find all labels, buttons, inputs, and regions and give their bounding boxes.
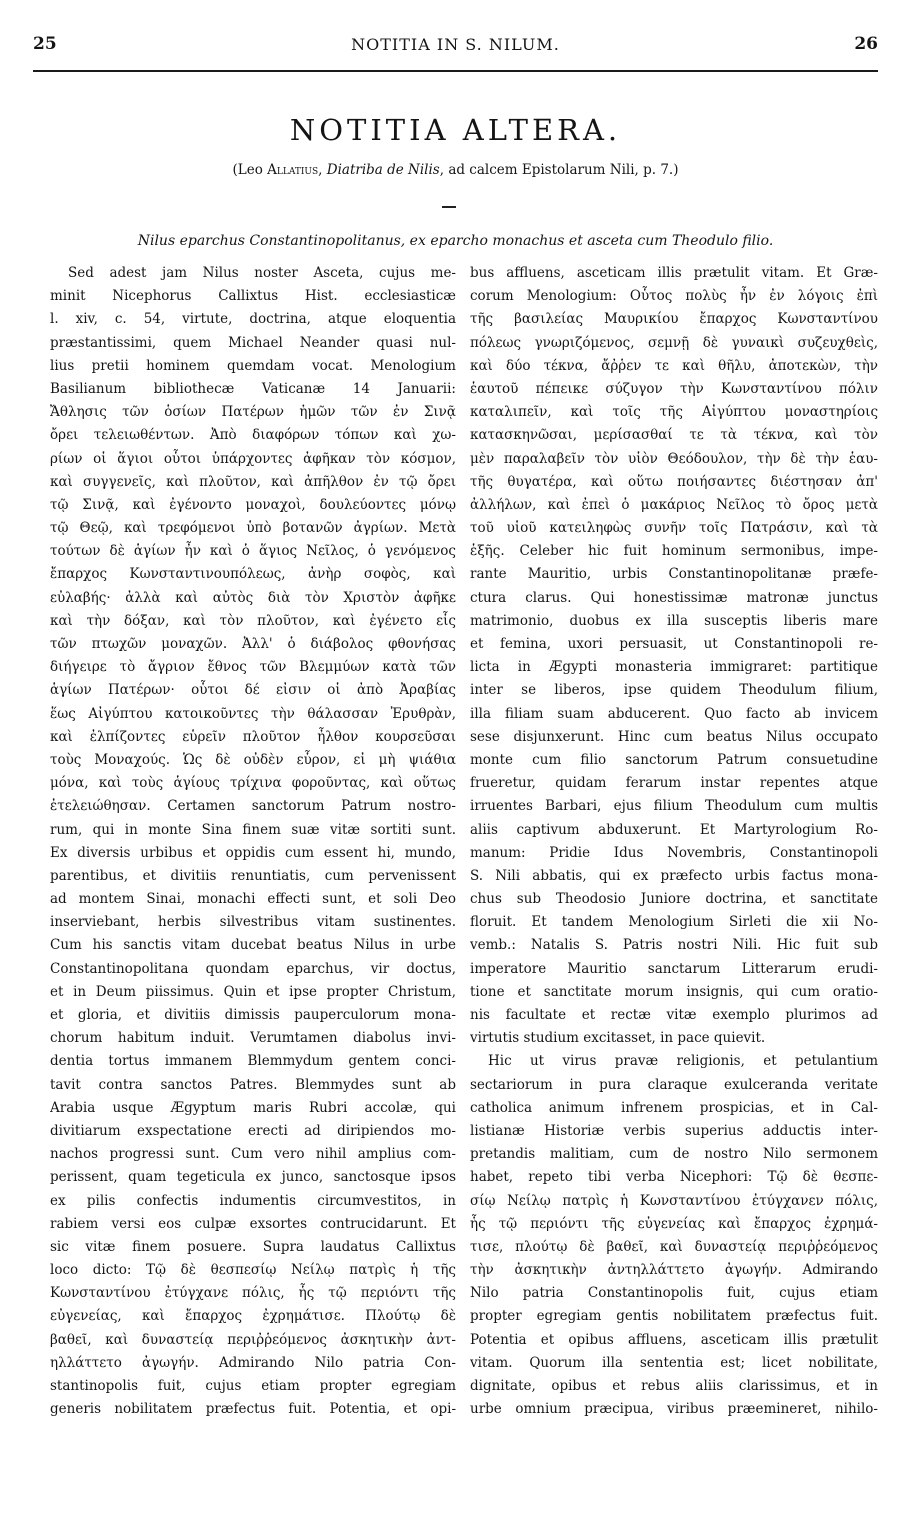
text-line: ἧς τῷ περιόντι τῆς εὐγενείας καὶ ἔπαρχος ἐχρημά- xyxy=(470,1215,878,1232)
text-line: ἑαυτοῦ πέπεικε σύζυγον τὴν Κωνσταντίνου πόλιν xyxy=(470,380,878,397)
text-line: parentibus, et divitiis renuntiatis, cum pervenissent xyxy=(50,867,456,884)
header-rule xyxy=(33,70,878,72)
text-line: sectariorum in pura claraque exulceranda veritate xyxy=(470,1076,878,1093)
text-line: floruit. Et tandem Menologium Sirleti die xii No- xyxy=(470,914,878,931)
text-line: πόλεως γνωριζόμενος, σεμνῇ δὲ γυναικὶ συζευχθεὶς, xyxy=(470,334,878,351)
text-line: καὶ δύο τέκνα, ἄῤῥεν τε καὶ θῆλυ, ἀποτεκὼν, τὴν xyxy=(470,357,878,374)
text-line: Basilianum bibliothecæ Vaticanæ 14 Januarii: xyxy=(50,380,456,397)
text-line: licta in Ægypti monasteria immigraret: partitique xyxy=(470,659,878,676)
text-line: perissent, quam tegeticula ex junco, sanctosque ipsos xyxy=(50,1169,456,1186)
text-line: τοῦ υἱοῦ κατειληφὼς συνῆν τοῖς Πατράσιν, καὶ τὰ xyxy=(470,520,878,537)
text-line: l. xiv, c. 54, virtute, doctrina, atque eloquentia xyxy=(50,311,456,328)
text-line: Sed adest jam Nilus noster Asceta, cujus me- xyxy=(68,265,456,281)
text-line: τῷ Θεῷ, καὶ τρεφόμενοι ὑπὸ βοτανῶν ἀγρίων. Μετὰ xyxy=(50,520,456,537)
text-line: Cum his sanctis vitam ducebat beatus Nilus in urbe xyxy=(50,937,456,954)
text-line: εὐλαβής· ἀλλὰ καὶ αὐτὸς διὰ τὸν Χριστὸν ἀφῆκε xyxy=(50,589,456,606)
text-line: ἐτελειώθησαν. Certamen sanctorum Patrum nostro- xyxy=(50,798,456,815)
section-subtitle: Nilus eparchus Constantinopolitanus, ex eparcho monachus et asceta cum Theodulo filio. xyxy=(137,233,774,249)
text-line: generis nobilitatem præfectus fuit. Potentia, et opi- xyxy=(50,1401,456,1418)
text-line: ad montem Sinai, monachi effecti sunt, et soli Deo xyxy=(50,891,456,908)
text-line: inserviebant, herbis silvestribus vitam sustinentes. xyxy=(50,914,456,931)
text-line: habet, repeto tibi verba Nicephori: Τῷ δὲ θεσπε- xyxy=(470,1169,878,1186)
text-line: διήγειρε τὸ ἄγριον ἔθνος τῶν Βλεμμύων κατὰ τῶν xyxy=(50,659,456,676)
left-text-column xyxy=(50,262,456,1421)
text-line: μὲν παραλαβεῖν τὸν υἱὸν Θεόδουλον, τὴν δὲ τὴν ἑαυ- xyxy=(470,450,878,467)
text-line: τῆς βασιλείας Μαυρικίου ἔπαρχος Κωνσταντίνου xyxy=(470,311,878,328)
text-line: stantinopolis fuit, cujus etiam propter egregiam xyxy=(50,1378,456,1394)
text-line: illa filiam suam abducerent. Quo facto ab invicem xyxy=(470,705,878,722)
text-line: frueretur, quidam ferarum instar repentes atque xyxy=(470,775,878,792)
text-line: irruentes Barbari, ejus filium Theodulum cum multis xyxy=(470,798,878,815)
text-line: S. Nili abbatis, qui ex præfecto urbis factus mona- xyxy=(470,867,878,884)
text-line: et gloria, et divitiis dimissis pauperculorum mona- xyxy=(50,1007,456,1023)
text-line: καὶ τὴν δόξαν, καὶ τὸν πλοῦτον, καὶ ἐγένετο εἷς xyxy=(50,612,456,629)
text-line: sese disjunxerunt. Hinc cum beatus Nilus occupato xyxy=(470,728,878,745)
text-line: σίῳ Νείλῳ πατρὶς ἡ Κωνσταντίνου ἐτύγχανεν πόλις, xyxy=(470,1192,878,1209)
text-line: urbe omnium præcipua, viribus præemineret, nihilo- xyxy=(470,1401,878,1418)
text-line: matrimonio, duobus ex illa susceptis liberis mare xyxy=(470,612,878,629)
running-header xyxy=(33,26,878,62)
text-line: et in Deum piissimus. Quin et ipse propter Christum, xyxy=(50,983,456,1000)
text-line: τῷ Σινᾷ, καὶ ἐγένοντο μοναχοὶ, δουλεύοντες μόνῳ xyxy=(50,496,456,513)
text-line: εὐγενείας, καὶ ἔπαρχος ἐχρημάτισε. Πλούτῳ δὲ xyxy=(50,1308,456,1325)
text-line: Potentia et opibus affluens, asceticam illis prætulit xyxy=(470,1331,878,1348)
text-line: manum: Pridie Idus Novembris, Constantinopoli xyxy=(470,844,878,861)
text-line: dentia tortus immanem Blemmydum gentem conci- xyxy=(50,1053,456,1070)
text-line: tione et sanctitate morum insignis, qui cum oratio- xyxy=(470,983,878,1000)
text-line: Ἄθλησις τῶν ὁσίων Πατέρων ἡμῶν τῶν ἐν Σινᾷ xyxy=(50,404,456,421)
text-line: τὴν ἀσκητικὴν ἀντηλλάττετο ἀγωγήν. Admirando xyxy=(470,1262,878,1279)
running-title: NOTITIA IN S. NILUM. xyxy=(351,35,560,54)
text-line: rum, qui in monte Sina finem suæ vitæ sortiti sunt. xyxy=(50,821,456,838)
text-line: sic vitæ finem posuere. Supra laudatus Callixtus xyxy=(50,1238,456,1255)
text-line: vitam. Quorum illa sententia est; licet nobilitate, xyxy=(470,1354,878,1371)
page-number-right: 26 xyxy=(854,34,878,54)
text-line: τοὺς Μοναχούς. Ὡς δὲ οὐδὲν εὗρον, εἰ μὴ ψιάθια xyxy=(50,751,456,768)
text-line: rabiem versi eos culpæ exsortes contrucidarunt. Et xyxy=(50,1215,456,1232)
text-line: pretandis malitiam, cum de nostro Nilo sermonem xyxy=(470,1146,878,1163)
text-line: ex pilis confectis indumentis circumvestitos, in xyxy=(50,1192,456,1209)
text-line: præstantissimi, quem Michael Neander quasi nul- xyxy=(50,334,456,351)
text-line: καὶ ἐλπίζοντες εὑρεῖν πλοῦτον ἦλθον κουρσεῦσαι xyxy=(50,728,456,745)
text-line: Ex diversis urbibus et oppidis cum essent hi, mundo, xyxy=(50,844,456,861)
text-line: tavit contra sanctos Patres. Blemmydes sunt ab xyxy=(50,1076,456,1093)
text-line: Hic ut virus pravæ religionis, et petulantium xyxy=(488,1053,878,1070)
text-line: nachos progressi sunt. Cum vero nihil amplius com- xyxy=(50,1146,456,1163)
citation-sep: , xyxy=(318,162,327,178)
text-line: Arabia usque Ægyptum maris Rubri accolæ, qui xyxy=(50,1099,456,1116)
section-title: NOTITIA ALTERA. xyxy=(289,113,622,147)
text-line: ἁγίων Πατέρων· οὗτοι δέ εἰσιν οἱ ἀπὸ Ἀραβίας xyxy=(50,682,456,699)
text-line: lius pretii hominem quemdam vocat. Menologium xyxy=(50,357,456,374)
text-line: ὄρει τελειωθέντων. Ἀπὸ διαφόρων τόπων καὶ χω- xyxy=(50,427,456,444)
text-line: ρίων οἱ ἅγιοι οὗτοι ὑπάρχοντες ἀφῆκαν τὸν κόσμον, xyxy=(50,450,456,467)
text-line: catholica animum infrenem prospicias, et in Cal- xyxy=(470,1099,878,1116)
text-line: propter egregiam gentis nobilitatem præfectus fuit. xyxy=(470,1308,878,1325)
right-text-column xyxy=(470,262,878,1421)
text-line: Κωνσταντίνου ἐτύγχανε πόλις, ἧς τῷ περιόντι τῆς xyxy=(50,1285,456,1302)
source-citation xyxy=(0,161,911,179)
citation-open: (Leo xyxy=(232,162,268,178)
text-line: divitiarum exspectatione erecti ad diripiendos mo- xyxy=(50,1122,456,1139)
text-line: imperatore Mauritio sanctarum Litterarum erudi- xyxy=(470,960,878,977)
text-line: corum Menologium: Οὗτος πολὺς ἦν ἐν λόγοις ἐπὶ xyxy=(470,288,878,305)
text-line: Constantinopolitana quondam eparchus, vir doctus, xyxy=(50,960,456,977)
page-number-left: 25 xyxy=(33,34,57,54)
citation-work: Diatriba de Nilis xyxy=(326,162,440,178)
text-line: nis facultate et rectæ vitæ exemplo plurimos ad xyxy=(470,1007,878,1023)
text-line: vemb.: Natalis S. Patris nostri Nili. Hic fuit sub xyxy=(470,937,878,954)
text-line: κατασκηνῶσαι, μερίσασθαί τε τὰ τέκνα, καὶ τὸν xyxy=(470,427,878,444)
text-line: μόνα, καὶ τοὺς ἁγίους τρίχινα φοροῦντας, καὶ οὕτως xyxy=(50,775,456,792)
text-line: listianæ Historiæ verbis superius adductis inter- xyxy=(470,1122,878,1139)
text-line: monte cum filio sanctorum Patrum consuetudine xyxy=(470,751,878,768)
text-line: τούτων δὲ ἁγίων ἦν καὶ ὁ ἅγιος Νεῖλος, ὁ γενόμενος xyxy=(50,543,456,560)
text-line: rante Mauritio, urbis Constantinopolitanæ præfe- xyxy=(470,566,878,583)
text-line: καταλιπεῖν, καὶ τοῖς τῆς Αἰγύπτου μοναστηρίοις xyxy=(470,404,878,421)
text-line: ηλλάττετο ἀγωγήν. Admirando Nilo patria Con- xyxy=(50,1354,456,1371)
citation-rest: , ad calcem Epistolarum Nili, p. 7.) xyxy=(439,162,679,178)
text-line: βαθεῖ, καὶ δυναστείᾳ περιῤῥεόμενος ἀσκητικὴν ἀντ- xyxy=(50,1331,456,1348)
text-line: Nilo patria Constantinopolis fuit, cujus etiam xyxy=(470,1285,878,1302)
text-line: ἕως Αἰγύπτου κατοικοῦντες τὴν θάλασσαν Ἐρυθρὰν, xyxy=(50,705,456,722)
text-line: τῶν πτωχῶν μοναχῶν. Ἀλλ' ὁ διάβολος φθονήσας xyxy=(50,636,456,652)
text-line: chorum habitum induit. Verumtamen diabolus invi- xyxy=(50,1030,456,1047)
text-line: minit Nicephorus Callixtus Hist. ecclesiasticæ xyxy=(50,288,456,305)
text-line: loco dicto: Τῷ δὲ θεσπεσίῳ Νείλῳ πατρὶς ἡ τῆς xyxy=(50,1262,456,1279)
text-line: aliis captivum abduxerunt. Et Martyrologium Ro- xyxy=(470,821,878,838)
text-line: τισε, πλούτῳ δὲ βαθεῖ, καὶ δυναστείᾳ περιῤῥεόμενος xyxy=(470,1238,878,1255)
text-line: virtutis studium excitasset, in pace quievit. xyxy=(470,1030,766,1047)
text-line: ctura clarus. Qui honestissimæ matronæ junctus xyxy=(470,589,878,606)
citation-author: Allatius xyxy=(267,162,319,178)
text-line: bus affluens, asceticam illis prætulit vitam. Et Græ- xyxy=(470,265,878,281)
text-line: ἀλλήλων, καὶ ἐπεὶ ὁ μακάριος Νεῖλος τὸ ὄρος μετὰ xyxy=(470,496,878,513)
text-line: τῆς θυγατέρα, καὶ οὕτω ποιήσαντες διέστησαν ἀπ' xyxy=(470,473,878,490)
text-line: dignitate, opibus et rebus aliis clarissimus, et in xyxy=(470,1378,878,1394)
text-line: καὶ συγγενεῖς, καὶ πλοῦτον, καὶ ἀπῆλθον ἐν τῷ ὄρει xyxy=(50,473,456,490)
text-line: chus sub Theodosio Juniore doctrina, et sanctitate xyxy=(470,891,878,908)
text-line: et femina, uxori persuasit, ut Constantinopoli re- xyxy=(470,636,878,652)
text-line: ἔπαρχος Κωνσταντινουπόλεως, ἀνὴρ σοφὸς, καὶ xyxy=(50,566,456,583)
ornament-dash xyxy=(442,206,456,208)
text-line: ἑξῆς. Celeber hic fuit hominum sermonibus, impe- xyxy=(470,543,878,560)
text-line: inter se liberos, ipse quidem Theodulum filium, xyxy=(470,682,878,699)
